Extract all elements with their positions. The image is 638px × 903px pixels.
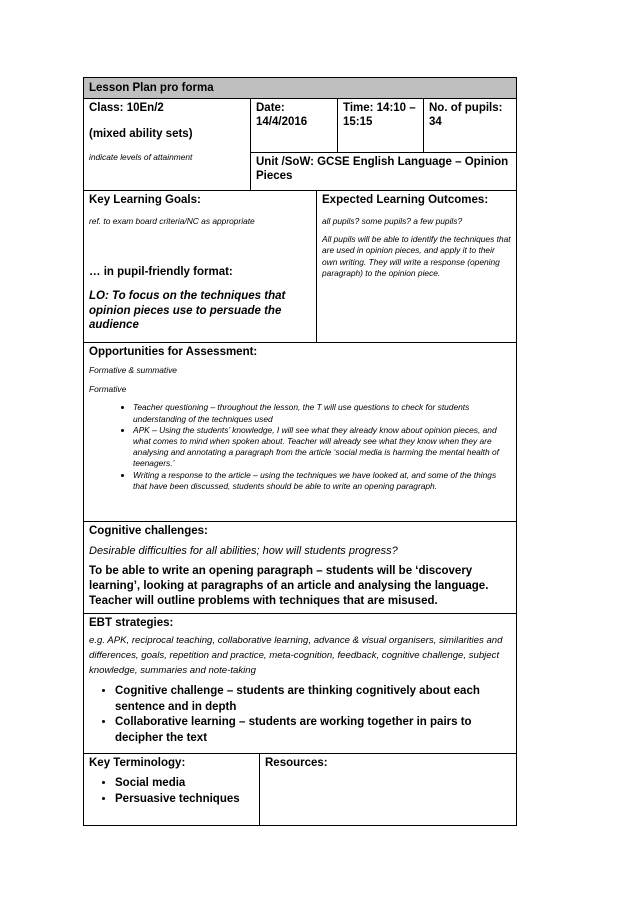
- assessment-sub1: Formative & summative: [89, 365, 177, 375]
- class-cell: [84, 99, 250, 190]
- info-top: [251, 99, 516, 153]
- list-item: • Writing a response to the article – using the techniques we have looked at, and some of the things that have been discussed, students should be able to write an opening paragraph.: [133, 470, 511, 492]
- terminology-list: [89, 776, 254, 807]
- cognitive-cell: [84, 522, 516, 613]
- class-info-row: [83, 99, 517, 191]
- assessment-heading: Opportunities for Assessment:: [89, 346, 258, 358]
- list-item: • Social media: [115, 776, 254, 792]
- cognitive-heading: Cognitive challenges:: [89, 525, 208, 537]
- goals-lo: LO: To focus on the techniques that opinion pieces use to persuade the audience: [89, 290, 286, 332]
- ebt-list: [89, 684, 511, 746]
- date-value: 14/4/2016: [256, 116, 308, 128]
- cognitive-question: Desirable difficulties for all abilities; how will students progress?: [89, 545, 398, 557]
- ebt-heading: EBT strategies:: [89, 617, 174, 629]
- info-group: [250, 99, 516, 190]
- ebt-hint: e.g. APK, reciprocal teaching, collaborative learning, advance & visual organisers, similarities and differences, goals, repetition and practice, meta-cognition, feedback, cognitive challenge, subject knowledge, summaries and note-taking: [89, 635, 503, 676]
- assessment-row: [83, 343, 517, 522]
- cognitive-row: [83, 522, 517, 614]
- date-cell: [251, 99, 337, 152]
- ebt-cell: [84, 614, 516, 753]
- assessment-sub2: Formative: [89, 384, 127, 395]
- pupils-value: 34: [429, 116, 442, 128]
- terminology-cell: [84, 754, 259, 825]
- resources-heading: Resources:: [265, 757, 328, 769]
- goals-heading: [89, 193, 311, 207]
- cognitive-text: To be able to write an opening paragraph – students will be ‘discovery learning’, looking at paragraphs of an article and analysing the language. Teacher will outline problems with techniques that are misused.: [89, 565, 489, 607]
- list-item: • Teacher questioning – throughout the lesson, the T will use questions to check for students understanding of the techniques used: [133, 402, 511, 424]
- pupils-cell: [423, 99, 516, 152]
- time-label: Time: 14:10 –: [343, 102, 416, 114]
- title-row: [83, 77, 517, 99]
- resources-cell: [259, 754, 516, 825]
- terminology-heading: Key Terminology:: [89, 757, 186, 769]
- unit-text: Unit /SoW: GCSE English Language – Opinion Pieces: [256, 156, 509, 182]
- class-note: (mixed ability sets): [89, 128, 193, 140]
- terminology-row: [83, 754, 517, 826]
- table-title: Lesson Plan pro forma: [89, 82, 214, 94]
- list-item: • Persuasive techniques: [115, 792, 254, 808]
- assessment-list: [89, 402, 511, 492]
- class-hint: indicate levels of attainment: [89, 152, 193, 162]
- time-cell: [337, 99, 423, 152]
- class-label: Class: 10En/2: [89, 102, 164, 114]
- date-label: Date:: [256, 102, 285, 114]
- goals-row: [83, 191, 517, 343]
- goals-cell: [84, 191, 316, 342]
- goals-hint: ref. to exam board criteria/NC as appropriate: [89, 216, 255, 226]
- assessment-cell: [84, 343, 516, 521]
- list-item: • Cognitive challenge – students are thinking cognitively about each sentence and in depth: [115, 684, 511, 715]
- outcomes-cell: [316, 191, 516, 342]
- lesson-plan-table: [83, 77, 517, 826]
- ebt-row: [83, 614, 517, 754]
- unit-cell: [251, 153, 516, 190]
- outcomes-hint: all pupils? some pupils? a few pupils?: [322, 216, 463, 226]
- time-value: 15:15: [343, 116, 373, 128]
- list-item: • Collaborative learning – students are working together in pairs to decipher the text: [115, 715, 511, 746]
- pupils-label: No. of pupils:: [429, 102, 503, 114]
- goals-friendly: … in pupil-friendly format:: [89, 266, 233, 279]
- goals-heading-text: Key Learning Goals:: [89, 194, 201, 206]
- list-item: • APK – Using the students’ knowledge, I will see what they already know about opinion pieces, and what comes to mind when spoken about. Teacher will already see what they know when they are analysing and annotating a paragraph from the article ‘social media is harming the mental health of teenagers.’: [133, 425, 511, 470]
- outcomes-heading: Expected Learning Outcomes:: [322, 194, 489, 206]
- outcomes-text: All pupils will be able to identify the techniques that are used in opinion pieces, and apply it to their own writing. They will write a response (opening paragraph) to the opinion piece.: [322, 234, 511, 278]
